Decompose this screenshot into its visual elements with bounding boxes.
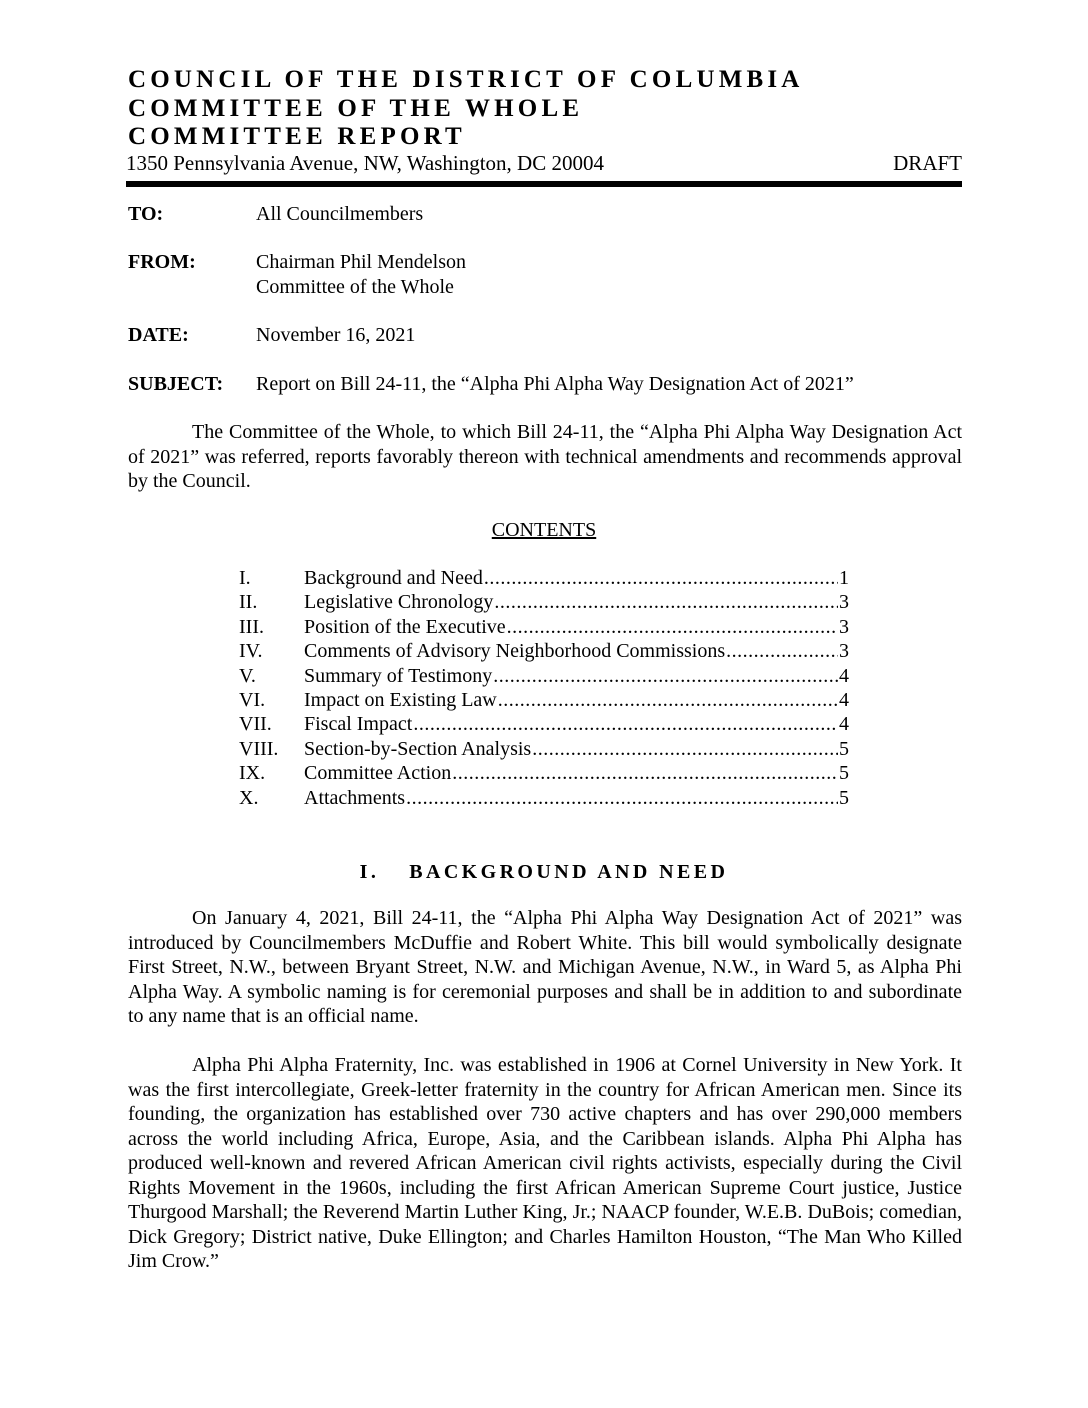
from-value-committee: Committee of the Whole — [256, 276, 454, 298]
toc-page-number: 4 — [839, 664, 849, 687]
toc-entry — [304, 761, 849, 785]
toc-leader-dots — [493, 664, 838, 688]
toc-row — [239, 664, 849, 688]
toc-page-number: 4 — [839, 713, 849, 736]
toc-entry — [304, 688, 849, 712]
toc-page-number: 1 — [839, 567, 849, 589]
background-paragraph-2: Alpha Phi Alpha Fraternity, Inc. was established in 1906 at Cornel University in New York. It was the first intercollegiate, Greek-letter fraternity in the country for African American men. Since its founding, the organization has established over 730 active chapters and has over 290,000 members across the world including Africa, Europe, Asia, and the Caribbean islands. Alpha Phi Alpha has produced well-known and revered African American civil rights activists, especially during the Civil Rights Movement in the 1960s, including the first African American Supreme Court justice, Justice Thurgood Marshall; the Reverend Martin Luther King, Jr.; NAACP founder, W.E.B. DuBois; comedian, Dick Gregory; District native, Duke Ellington; and Charles Hamilton Houston, “The Man Who Killed Jim Crow.” — [128, 1054, 962, 1272]
toc-number: VI. — [239, 688, 266, 711]
toc-row — [239, 712, 849, 736]
draft-label: DRAFT — [893, 151, 962, 175]
table-of-contents — [239, 566, 849, 810]
toc-page-number: 5 — [839, 737, 849, 760]
toc-title: Attachments — [304, 786, 406, 809]
toc-number: I. — [239, 567, 251, 589]
toc-number: IX. — [239, 762, 266, 785]
section-heading — [0, 860, 1088, 884]
toc-title: Legislative Chronology — [304, 591, 494, 614]
toc-entry — [304, 615, 849, 639]
to-value: All Councilmembers — [256, 203, 424, 225]
toc-entry — [304, 590, 849, 614]
toc-page-number: 5 — [839, 786, 849, 809]
from-value-name: Chairman Phil Mendelson — [256, 251, 466, 273]
toc-number: IV. — [239, 640, 263, 663]
toc-page-number: 3 — [839, 640, 849, 663]
toc-title: Impact on Existing Law — [304, 688, 497, 711]
toc-leader-dots — [494, 590, 838, 614]
toc-number: X. — [239, 786, 259, 809]
toc-title: Comments of Advisory Neighborhood Commissions — [304, 640, 726, 663]
toc-title: Committee Action — [304, 762, 452, 785]
toc-number: III. — [239, 615, 264, 638]
toc-row — [239, 639, 849, 663]
report-title: COMMITTEE REPORT — [128, 123, 466, 150]
toc-row — [239, 590, 849, 614]
toc-page-number: 3 — [839, 615, 849, 638]
toc-row — [239, 615, 849, 639]
toc-number: VIII. — [239, 737, 279, 760]
toc-row — [239, 786, 849, 810]
contents-title-text: CONTENTS — [491, 519, 597, 541]
toc-title: Background and Need — [304, 567, 483, 589]
toc-row — [239, 737, 849, 761]
toc-page-number: 4 — [839, 688, 849, 711]
toc-title: Section-by-Section Analysis — [304, 737, 532, 760]
contents-title — [0, 518, 1088, 542]
toc-title: Position of the Executive — [304, 615, 506, 638]
section-number: I. — [359, 861, 380, 883]
council-title: COUNCIL OF THE DISTRICT OF COLUMBIA — [128, 66, 804, 93]
toc-leader-dots — [484, 566, 838, 590]
toc-leader-dots — [532, 737, 838, 761]
toc-leader-dots — [413, 712, 838, 736]
toc-row — [239, 761, 849, 785]
header-rule — [126, 181, 962, 187]
subject-value: Report on Bill 24-11, the “Alpha Phi Alpha Way Designation Act of 2021” — [256, 373, 854, 395]
toc-entry — [304, 786, 849, 810]
toc-number: V. — [239, 664, 256, 687]
toc-leader-dots — [406, 786, 838, 810]
toc-entry — [304, 737, 849, 761]
toc-page-number: 3 — [839, 591, 849, 614]
committee-title: COMMITTEE OF THE WHOLE — [128, 95, 584, 122]
section-title: BACKGROUND AND NEED — [409, 861, 729, 883]
to-label: TO: — [128, 203, 164, 225]
toc-entry — [304, 664, 849, 688]
date-value: November 16, 2021 — [256, 324, 416, 346]
toc-number: VII. — [239, 713, 272, 736]
toc-entry — [304, 639, 849, 663]
toc-page-number: 5 — [839, 762, 849, 785]
toc-leader-dots — [726, 639, 838, 663]
background-paragraph-1: On January 4, 2021, Bill 24-11, the “Alpha Phi Alpha Way Designation Act of 2021” was introduced by Councilmembers McDuffie and Robert White. This bill would symbolically designate First Street, N.W., between Bryant Street, N.W. and Michigan Avenue, N.W., in Ward 5, as Alpha Phi Alpha Way. A symbolic naming is for ceremonial purposes and shall be in addition to and subordinate to any name that is an official name. — [128, 907, 962, 1027]
toc-row — [239, 566, 849, 590]
council-address: 1350 Pennsylvania Avenue, NW, Washington, DC 20004 — [126, 151, 604, 175]
toc-title: Fiscal Impact — [304, 713, 413, 736]
toc-entry — [304, 566, 849, 590]
toc-row — [239, 688, 849, 712]
date-label: DATE: — [128, 324, 189, 346]
toc-title: Summary of Testimony — [304, 664, 493, 687]
subject-label: SUBJECT: — [128, 373, 224, 395]
toc-number: II. — [239, 591, 258, 614]
toc-entry — [304, 712, 849, 736]
toc-leader-dots — [452, 761, 838, 785]
toc-leader-dots — [507, 615, 838, 639]
toc-leader-dots — [498, 688, 838, 712]
intro-paragraph: The Committee of the Whole, to which Bill 24-11, the “Alpha Phi Alpha Way Designation Act of 2021” was referred, reports favorably thereon with technical amendments and recommends approval by the Council. — [128, 421, 962, 492]
address-row — [126, 151, 962, 175]
from-label: FROM: — [128, 251, 196, 273]
